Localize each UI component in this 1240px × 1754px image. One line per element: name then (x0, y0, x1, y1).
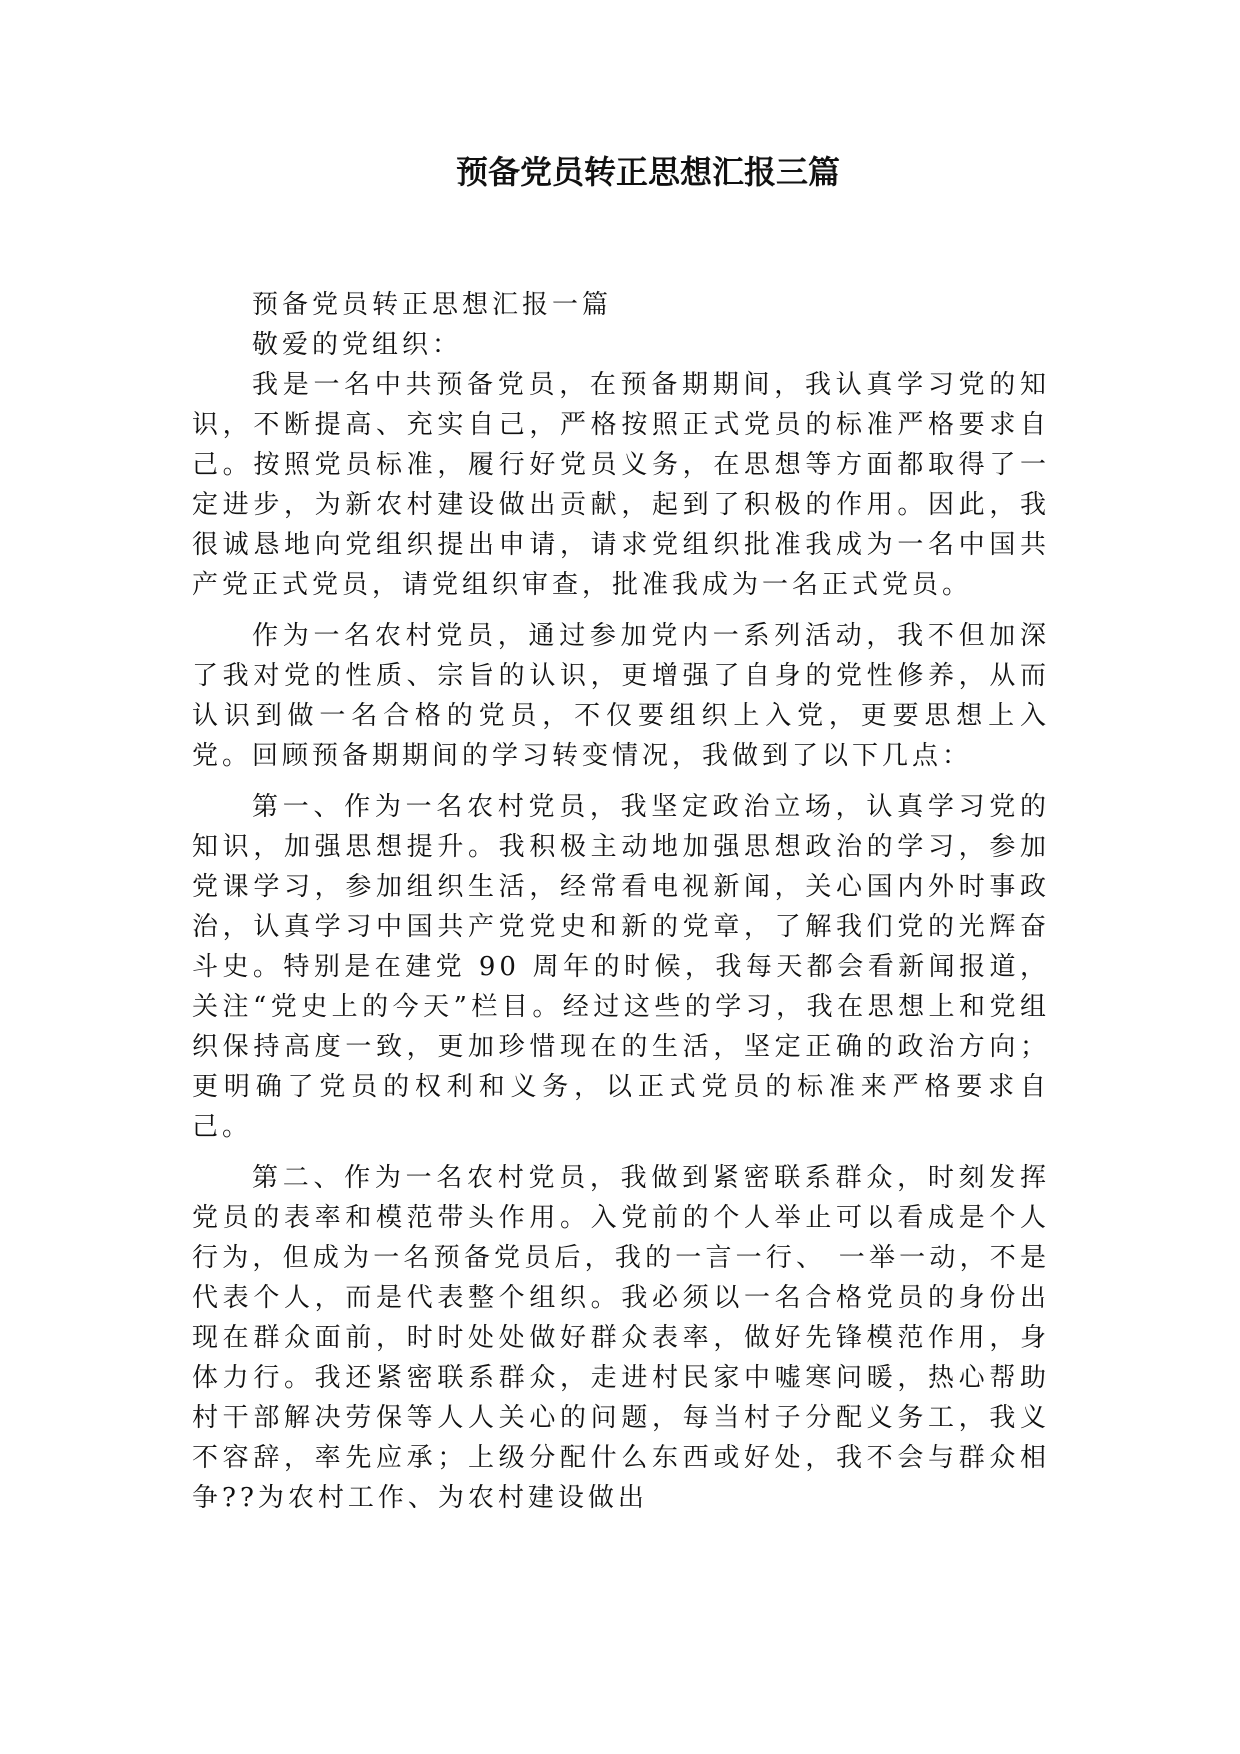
document-body (192, 285, 1050, 1518)
paragraph-4: 第二、作为一名农村党员，我做到紧密联系群众，时刻发挥党员的表率和模范带头作用。入党前的个人举止可以看成是个人行为，但成为一名预备党员后，我的一言一行、 一举一动，不是代表个人，而是代表整个组织。我必须以一名合格党员的身份出现在群众面前，时时处处做好群众表率，做好先锋模范作用，身体力行。我还紧密联系群众，走进村民家中嘘寒问暖，热心帮助村干部解决劳保等人人关心的问题，每当村子分配义务工，我义不容辞，率先应承；上级分配什么东西或好处，我不会与群众相争??为农村工作、为农村建设做出 (192, 1163, 1050, 1513)
salutation: 敬爱的党组织： (252, 330, 463, 360)
paragraph-2: 作为一名农村党员，通过参加党内一系列活动，我不但加深了我对党的性质、宗旨的认识，更增强了自身的党性修养，从而认识到做一名合格的党员，不仅要组织上入党，更要思想上入党。回顾预备期期间的学习转变情况，我做到了以下几点： (192, 621, 1050, 771)
document-title: 预备党员转正思想汇报三篇 (455, 153, 840, 191)
paragraph-3: 第一、作为一名农村党员，我坚定政治立场，认真学习党的知识，加强思想提升。我积极主动地加强思想政治的学习，参加党课学习，参加组织生活，经常看电视新闻，关心国内外时事政治，认真学习中国共产党党史和新的党章，了解我们党的光辉奋斗史。特别是在建党 90 周年的时候，我每天都会看新闻报道，关注“党史上的今天”栏目。经过这些的学习，我在思想上和党组织保持高度一致，更加珍惜现在的生活，坚定正确的政治方向；更明确了党员的权利和义务，以正式党员的标准来严格要求自己。 (192, 792, 1050, 1142)
section-title: 预备党员转正思想汇报一篇 (252, 290, 613, 320)
paragraph-1: 我是一名中共预备党员，在预备期期间，我认真学习党的知识，不断提高、充实自己，严格按照正式党员的标准严格要求自己。按照党员标准，履行好党员义务，在思想等方面都取得了一定进步，为新农村建设做出贡献，起到了积极的作用。因此，我很诚恳地向党组织提出申请，请求党组织批准我成为一名中国共产党正式党员，请党组织审查，批准我成为一名正式党员。 (192, 370, 1050, 600)
